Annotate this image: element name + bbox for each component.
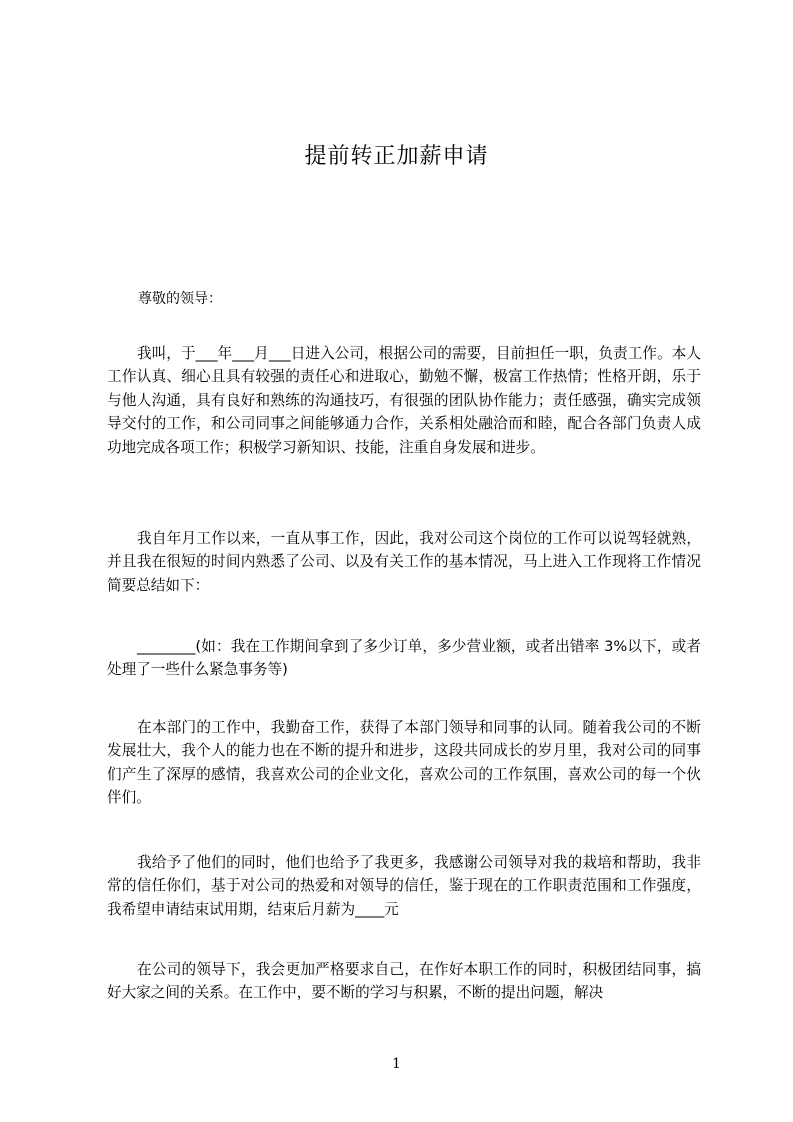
- paragraph-work-experience: 我自年月工作以来，一直从事工作，因此，我对公司这个岗位的工作可以说驾轻就熟，并且我在很短的时间内熟悉了公司、以及有关工作的基本情况，马上进入工作现将工作情况简要总结如下：: [107, 530, 701, 594]
- paragraph-work-summary: ________(如：我在工作期间拿到了多少订单，多少营业额，或者出错率 3%以下，或者处理了一些什么紧急事务等): [107, 638, 701, 679]
- paragraph-commitment: 在公司的领导下，我会更加严格要求自己，在作好本职工作的同时，积极团结同事，搞好大家之间的关系。在工作中，要不断的学习与积累，不断的提出问题，解决: [107, 961, 701, 1002]
- salutation: 尊敬的领导：: [138, 291, 222, 307]
- paragraph-request: 我给予了他们的同时，他们也给予了我更多，我感谢公司领导对我的栽培和帮助，我非常的信任你们，基于对公司的热爱和对领导的信任，鉴于现在的工作职责范围和工作强度，我希望申请结束试用期，结束后月薪为____元: [107, 854, 701, 918]
- document-title: 提前转正加薪申请: [304, 144, 489, 169]
- paragraph-introduction: 我叫，于___年___月___日进入公司，根据公司的需要，目前担任一职，负责工作。本人工作认真、细心且具有较强的责任心和进取心，勤勉不懈，极富工作热情；性格开朗，乐于与他人沟通，具有良好和熟练的沟通技巧，有很强的团队协作能力；责任感强，确实完成领导交付的工作，和公司同事之间能够通力合作，关系相处融洽而和睦，配合各部门负责人成功地完成各项工作；积极学习新知识、技能，注重自身发展和进步。: [107, 345, 701, 456]
- page-number: 1: [392, 1056, 401, 1072]
- paragraph-department-work: 在本部门的工作中，我勤奋工作，获得了本部门领导和同事的认同。随着我公司的不断发展壮大，我个人的能力也在不断的提升和进步，这段共同成长的岁月里，我对公司的同事们产生了深厚的感情，我喜欢公司的企业文化，喜欢公司的工作氛围，喜欢公司的每一个伙伴们。: [107, 719, 701, 807]
